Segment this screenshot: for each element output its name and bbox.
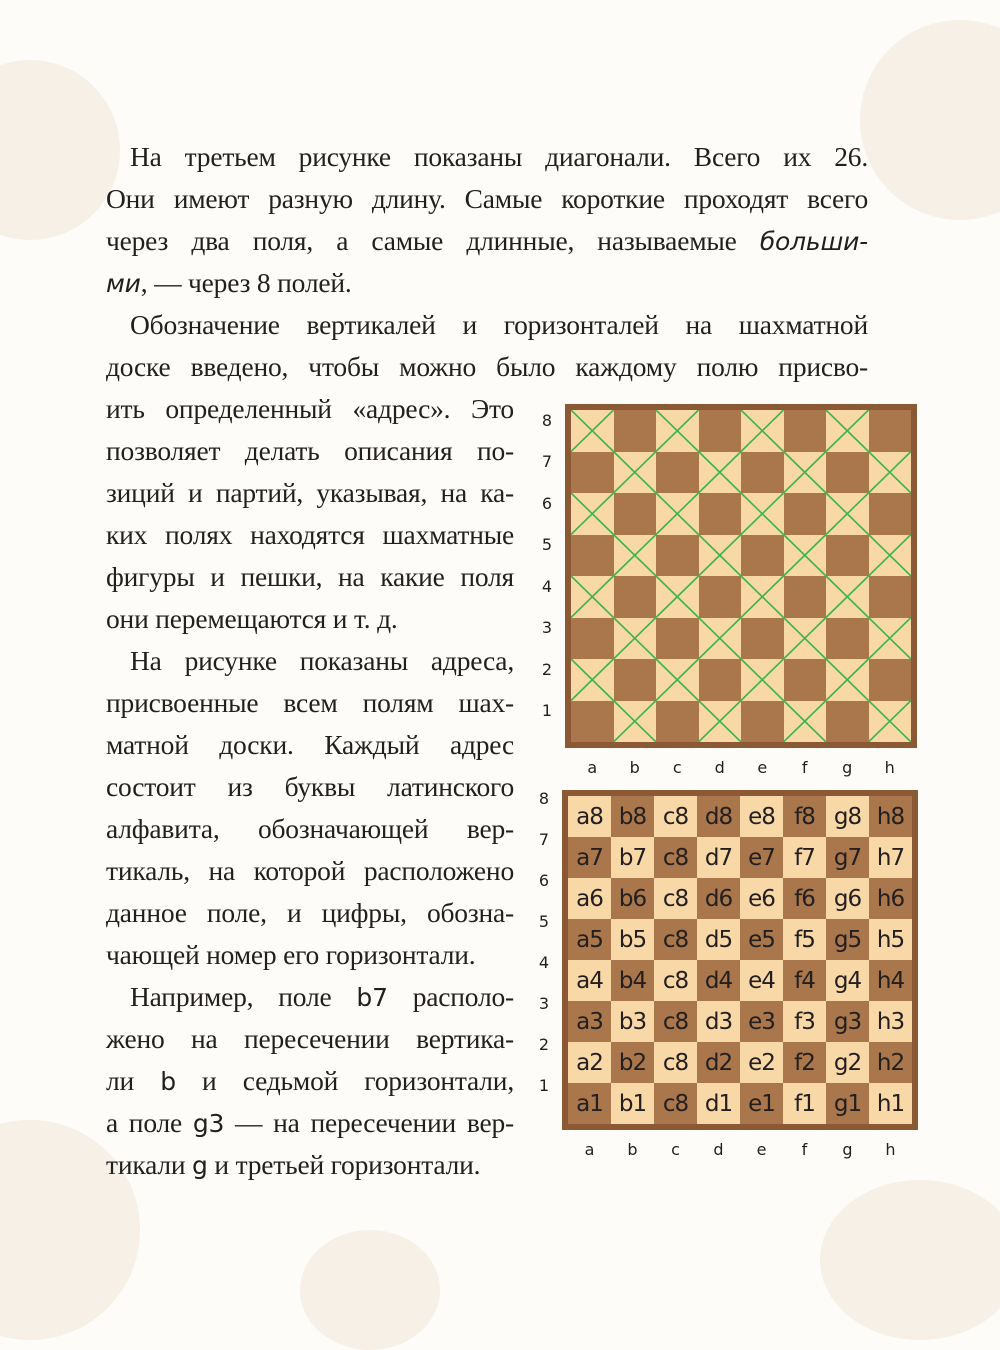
square-address-label: g4 <box>833 967 862 994</box>
file-label: g <box>842 1140 853 1159</box>
square-address-label: f3 <box>794 1008 815 1035</box>
board-square <box>568 1083 611 1124</box>
square-ref: b7 <box>356 983 388 1012</box>
square-address-label: d5 <box>704 926 733 953</box>
board-square <box>826 796 869 837</box>
board-square <box>869 878 912 919</box>
paragraph-addresses <box>106 640 514 976</box>
board-square <box>869 1001 912 1042</box>
text-line: доске введено, чтобы можно было каждому полю присво- <box>106 351 868 382</box>
board-square <box>568 960 611 1001</box>
board-square <box>826 960 869 1001</box>
square-address-label: c8 <box>662 1090 689 1117</box>
square-address-label: b6 <box>618 885 647 912</box>
square-address-label: b8 <box>618 803 647 830</box>
board-square <box>697 1001 740 1042</box>
board-square <box>654 1042 697 1083</box>
text-line <box>106 1060 514 1102</box>
paragraph-notation <box>106 304 868 388</box>
board-square <box>611 837 654 878</box>
text-line: жено на пересечении вертика- <box>106 1023 514 1054</box>
square-address-label: e5 <box>748 926 775 953</box>
paragraph-example <box>106 976 514 1186</box>
board-square <box>568 796 611 837</box>
square-address-label: h7 <box>876 844 905 871</box>
board-square <box>826 837 869 878</box>
board-square <box>783 1001 826 1042</box>
square-address-label: a3 <box>576 1008 603 1035</box>
text-span: ли <box>106 1065 161 1096</box>
file-label: d <box>713 1140 724 1159</box>
board-square <box>869 1083 912 1124</box>
board-square <box>697 1083 740 1124</box>
background-decoration <box>820 1180 1000 1340</box>
text-span: — на пересечении вер- <box>224 1107 514 1138</box>
board-square <box>826 1083 869 1124</box>
square-address-label: g2 <box>833 1049 862 1076</box>
file-label: b <box>627 1140 638 1159</box>
emphasis-term: ми <box>106 269 141 298</box>
text-line <box>106 1144 514 1186</box>
square-address-label: e1 <box>748 1090 775 1117</box>
square-address-label: h5 <box>876 926 905 953</box>
rank-label: 7 <box>538 829 550 849</box>
emphasis-term: больши- <box>759 227 868 256</box>
board-square <box>611 919 654 960</box>
square-address-label: d4 <box>704 967 733 994</box>
square-address-label: a4 <box>576 967 603 994</box>
square-address-label: c8 <box>662 1008 689 1035</box>
file-label: e <box>757 758 768 777</box>
board-square <box>568 837 611 878</box>
square-ref: g <box>192 1151 208 1180</box>
text-line <box>106 976 514 1018</box>
board-square <box>826 919 869 960</box>
file-label: b <box>629 758 640 777</box>
board-square <box>654 1083 697 1124</box>
text-span: а поле <box>106 1107 193 1138</box>
file-label: a <box>587 758 598 777</box>
square-address-label: e6 <box>748 885 775 912</box>
square-address-label: g7 <box>833 844 862 871</box>
square-address-label: d8 <box>704 803 733 830</box>
file-label: h <box>884 758 895 777</box>
text-line: присвоенные всем полям шах- <box>106 687 514 718</box>
text-span: тикали <box>106 1149 193 1180</box>
board-square <box>826 1001 869 1042</box>
square-address-label: h8 <box>876 803 905 830</box>
board-square <box>654 796 697 837</box>
board-square <box>740 1042 783 1083</box>
paragraph-notation-cont <box>106 388 514 640</box>
board-square <box>697 919 740 960</box>
board-square <box>697 837 740 878</box>
board-square <box>611 878 654 919</box>
square-address-label: b1 <box>618 1090 647 1117</box>
background-decoration <box>860 20 1000 220</box>
file-label: h <box>885 1140 896 1159</box>
square-address-label: f6 <box>794 885 815 912</box>
file-label: f <box>801 1140 808 1159</box>
board-square <box>654 837 697 878</box>
board-square <box>697 1042 740 1083</box>
square-address-label: b5 <box>618 926 647 953</box>
rank-label: 3 <box>538 993 550 1013</box>
text-span: располо- <box>387 981 514 1012</box>
text-line <box>106 220 868 262</box>
square-address-label: d1 <box>704 1090 733 1117</box>
board-square <box>611 960 654 1001</box>
text-line: зиций и партий, указывая, на ка- <box>106 477 514 508</box>
rank-label: 4 <box>541 576 553 596</box>
board-square <box>654 1001 697 1042</box>
board-square <box>697 796 740 837</box>
board-square <box>568 878 611 919</box>
text-line: Они имеют разную длину. Самые короткие проходят всего <box>106 183 868 214</box>
board-square <box>783 837 826 878</box>
square-address-label: f1 <box>794 1090 815 1117</box>
text-line: алфавита, обозначающей вер- <box>106 813 514 844</box>
file-label: e <box>756 1140 767 1159</box>
square-address-label: e7 <box>748 844 775 871</box>
file-label: c <box>671 1140 680 1159</box>
text-line: матной доски. Каждый адрес <box>106 729 514 760</box>
board-square <box>568 919 611 960</box>
board-square <box>826 878 869 919</box>
board-square <box>869 1042 912 1083</box>
text-line: На рисунке показаны адреса, <box>130 645 514 676</box>
file-label: g <box>842 758 853 777</box>
rank-label: 4 <box>538 952 550 972</box>
board-square <box>783 1042 826 1083</box>
board-square <box>783 878 826 919</box>
square-address-label: c8 <box>662 885 689 912</box>
board-square <box>740 919 783 960</box>
board-square <box>611 1042 654 1083</box>
text-span: , — через 8 полей. <box>140 267 352 298</box>
square-address-label: d3 <box>704 1008 733 1035</box>
square-address-label: c8 <box>662 844 689 871</box>
square-ref: g3 <box>192 1109 225 1138</box>
text-line: чающей номер его горизонтали. <box>106 939 476 970</box>
paragraph-diagonals <box>106 136 868 304</box>
square-address-label: g6 <box>833 885 862 912</box>
text-span: и третьей горизонтали. <box>207 1149 481 1180</box>
square-address-label: a2 <box>576 1049 603 1076</box>
text-line: фигуры и пешки, на какие поля <box>106 561 514 592</box>
square-address-label: f7 <box>794 844 815 871</box>
square-address-label: a7 <box>576 844 603 871</box>
rank-label: 5 <box>541 535 553 555</box>
text-line: позволяет делать описания по- <box>106 435 514 466</box>
square-address-label: d2 <box>704 1049 733 1076</box>
square-address-label: h4 <box>876 967 905 994</box>
rank-label: 7 <box>541 452 553 472</box>
board-square <box>697 960 740 1001</box>
square-address-label: e4 <box>748 967 775 994</box>
rank-label: 8 <box>538 788 550 808</box>
square-address-label: b2 <box>618 1049 647 1076</box>
square-address-label: c8 <box>662 1049 689 1076</box>
file-label: c <box>672 758 682 777</box>
square-address-label: f8 <box>794 803 815 830</box>
text-line: тикаль, на которой расположено <box>106 855 514 886</box>
board-squares <box>571 410 911 742</box>
board-square <box>783 960 826 1001</box>
rank-label: 1 <box>541 701 553 721</box>
text-line: состоит из буквы латинского <box>106 771 514 802</box>
board-square <box>654 960 697 1001</box>
square-address-label: a6 <box>576 885 603 912</box>
rank-label: 5 <box>538 911 550 931</box>
text-span: через два поля, а самые длинные, называемые <box>106 225 760 256</box>
text-line: они перемещаются и т. д. <box>106 603 398 634</box>
square-address-label: h1 <box>876 1090 905 1117</box>
board-square <box>568 1001 611 1042</box>
square-address-label: b7 <box>618 844 647 871</box>
square-address-label: d7 <box>704 844 733 871</box>
square-address-label: h3 <box>876 1008 905 1035</box>
board-square <box>654 919 697 960</box>
square-address-label: b3 <box>618 1008 647 1035</box>
text-span: и седьмой горизонтали, <box>175 1065 515 1096</box>
square-address-label: e8 <box>748 803 775 830</box>
file-label: a <box>584 1140 595 1159</box>
diagonal-lines <box>571 410 911 742</box>
text-line: Обозначение вертикалей и горизонталей на шахматной <box>130 309 868 340</box>
square-address-label: e3 <box>748 1008 775 1035</box>
rank-label: 2 <box>538 1034 550 1054</box>
background-decoration <box>0 60 120 240</box>
square-address-label: b4 <box>618 967 647 994</box>
square-address-label: c8 <box>662 803 689 830</box>
board-square <box>611 1083 654 1124</box>
square-address-label: a8 <box>576 803 603 830</box>
square-address-label: c8 <box>662 926 689 953</box>
rank-label: 8 <box>541 410 553 430</box>
board-square <box>783 919 826 960</box>
board-square <box>869 796 912 837</box>
text-line <box>106 262 868 304</box>
text-span: Например, поле <box>130 981 357 1012</box>
board-square <box>826 1042 869 1083</box>
square-address-label: g5 <box>833 926 862 953</box>
board-square <box>783 1083 826 1124</box>
square-address-label: g1 <box>833 1090 862 1117</box>
board-square <box>869 837 912 878</box>
board-frame <box>565 404 917 748</box>
board-square <box>740 878 783 919</box>
square-address-label: a5 <box>576 926 603 953</box>
square-address-label: f4 <box>794 967 815 994</box>
board-square <box>568 1042 611 1083</box>
file-label: f <box>801 758 808 777</box>
rank-label: 1 <box>538 1075 550 1095</box>
board-square <box>740 837 783 878</box>
board-square <box>611 1001 654 1042</box>
file-label: d <box>714 758 725 777</box>
board-square <box>740 960 783 1001</box>
board-squares <box>568 796 912 1124</box>
text-line: данное поле, и цифры, обозна- <box>106 897 514 928</box>
square-address-label: a1 <box>576 1090 603 1117</box>
text-line <box>106 1102 514 1144</box>
board-square <box>611 796 654 837</box>
square-address-label: f5 <box>794 926 815 953</box>
rank-label: 2 <box>541 659 553 679</box>
board-square <box>869 960 912 1001</box>
text-line: На третьем рисунке показаны диагонали. Всего их 26. <box>130 141 868 172</box>
square-ref: b <box>160 1067 176 1096</box>
board-square <box>740 1001 783 1042</box>
board-square <box>697 878 740 919</box>
board-square <box>740 796 783 837</box>
square-address-label: e2 <box>748 1049 775 1076</box>
square-address-label: d6 <box>704 885 733 912</box>
board-square <box>654 878 697 919</box>
square-address-label: c8 <box>662 967 689 994</box>
rank-label: 6 <box>541 493 553 513</box>
rank-label: 6 <box>538 870 550 890</box>
square-address-label: f2 <box>794 1049 815 1076</box>
background-decoration <box>300 1230 440 1350</box>
square-address-label: g8 <box>833 803 862 830</box>
rank-label: 3 <box>541 618 553 638</box>
board-square <box>869 919 912 960</box>
text-line: ких полях находятся шахматные <box>106 519 514 550</box>
text-line: ить определенный «адрес». Это <box>106 393 514 424</box>
board-frame <box>562 790 918 1130</box>
board-square <box>740 1083 783 1124</box>
board-square <box>783 796 826 837</box>
square-address-label: h6 <box>876 885 905 912</box>
square-address-label: h2 <box>876 1049 905 1076</box>
square-address-label: g3 <box>833 1008 862 1035</box>
